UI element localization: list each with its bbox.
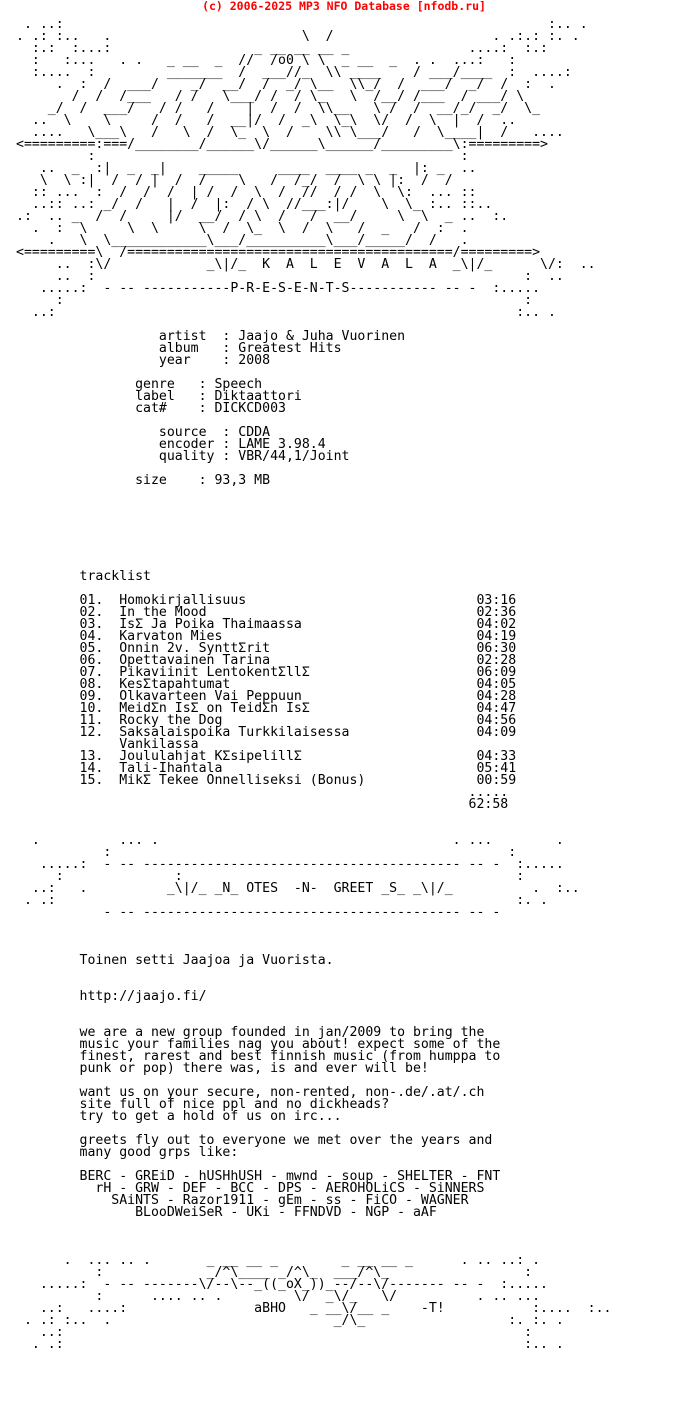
- nfo-line: : :: [103, 845, 517, 860]
- nfo-line: site full of nice ppl and no dickheads?: [79, 1097, 390, 1112]
- nfo-line: 04. Karvaton Mies 04:19: [79, 629, 517, 644]
- nfo-line: .. : : ..: [55, 269, 564, 284]
- nfo-line: many good grps like:: [79, 1145, 239, 1160]
- nfo-line: we are a new group founded in jan/2009 to bring the: [79, 1025, 485, 1040]
- nfo-line: artist : Jaajo & Juha Vuorinen: [158, 329, 406, 344]
- nfo-line: \ \ :| / / | / / \ / /_/ / \ \ |: / /: [39, 173, 453, 188]
- nfo-line: :.... : _______ / ___//_ \\ ____ / ___/____ : ....:: [31, 65, 572, 80]
- nfo-line: 07. Pikaviinit LentokentΣllΣ 06:09: [79, 665, 517, 680]
- nfo-line: . .: :.. . \ / . .:.: :. .: [16, 29, 580, 44]
- nfo-line: quality : VBR/44,1/Joint: [158, 449, 350, 464]
- nfo-line: :.: :...: _ __ __ __ _ ....: :.:: [31, 41, 548, 56]
- nfo-line: source : CDDA: [158, 425, 271, 440]
- nfo-line: : :... . . _ __ _ // /o0 \ \ _ __ _ . . ...: :: [31, 53, 517, 68]
- nfo-line: tracklist: [79, 569, 151, 584]
- nfo-line: 01. Homokirjallisuus 03:16: [79, 593, 517, 608]
- nfo-line: . ... .. . _ __ __ _ _ __ __ _ . .. ..: .: [63, 1253, 541, 1268]
- nfo-line: .. :\/ _\|/_ K A L E V A L A _\|/_ \/: ..: [55, 257, 596, 272]
- nfo-line: .....: - -- ---------------------------------------- -- - :.....: [39, 857, 564, 872]
- nfo-line: : :: [87, 149, 469, 164]
- nfo-line: label : Diktaattori: [135, 389, 302, 404]
- nfo-line: .....: - -- -----------P-R-E-S-E-N-T-S----------- -- - :.....: [39, 281, 541, 296]
- nfo-line: greets fly out to everyone we met over the years and: [79, 1133, 493, 1148]
- nfo-line: 05. Onnin 2v. SynttΣrit 06:30: [79, 641, 517, 656]
- nfo-line: 09. Olkavarteen Vai Peppuun 04:28: [79, 689, 517, 704]
- nfo-text-block: [16, 19, 611, 1351]
- nfo-line: want us on your secure, non-rented, non-.de/.at/.ch: [79, 1085, 485, 1100]
- nfo-line: 03. IsΣ Ja Poika Thaimaassa 04:02: [79, 617, 517, 632]
- nfo-line: . .: :.. .: [31, 1337, 564, 1352]
- nfo-line: :: ... : / / / | / / \ / // / / \ \: ... ::: [31, 185, 477, 200]
- nfo-line: : .... .. . \/ _\/_ \/ . .. ...: [95, 1289, 541, 1304]
- nfo-line: 15. MikΣ Tekee Onnelliseksi (Bonus) 00:59: [79, 773, 517, 788]
- nfo-line: ..: :: [39, 1325, 533, 1340]
- nfo-line: <=========\ /=========================================/=========>: [16, 245, 541, 260]
- nfo-line: SAiNTS - Razor1911 - gEm - ss - FiCO - WAGNER: [111, 1193, 469, 1208]
- nfo-line: album : Greatest Hits: [158, 341, 342, 356]
- nfo-line: 14. Tali-Ihantala 05:41: [79, 761, 517, 776]
- nfo-line: year : 2008: [158, 353, 271, 368]
- nfo-line: . .: :.. . _/\_ :. :. .: [23, 1313, 564, 1328]
- nfo-line: .: .. _ / / |/ __/ / \ / / __/ \ \ _ .. :.: [16, 209, 509, 224]
- nfo-line: .. _ :| _ _| _____ ____ ____ _ _ |: _ ..: [39, 161, 477, 176]
- nfo-line: punk or pop) there was, is and ever will be!: [79, 1061, 429, 1076]
- nfo-line: ..:: ..: _/ / | / |: / \ //___:|/ \ \_ :.. ::..: [31, 197, 493, 212]
- nfo-line: .... \___\ / \ / \_ \ / \\ \___/ / \____| / ....: [31, 125, 564, 140]
- nfo-line: . ..: :.. .: [23, 17, 588, 32]
- nfo-line: cat# : DICKCD003: [135, 401, 286, 416]
- nfo-line: ..: . _\|/_ _N_ OTES -N- GREET _S_ _\|/_ . :..: [31, 881, 580, 896]
- nfo-line: BLooDWeiSeR - UKi - FFNDVD - NGP - aAF: [135, 1205, 437, 1220]
- nfo-line: - -- ---------------------------------------- -- -: [103, 905, 501, 920]
- nfo-line: 02. In the Mood 02:36: [79, 605, 517, 620]
- nfo-line: . : \ \ \ \ / \_ \ / \ / _ / : .: [31, 221, 469, 236]
- nfo-line: 08. KesΣtapahtumat 04:05: [79, 677, 517, 692]
- nfo-line: .....: [468, 785, 509, 800]
- nfo-line: / / /___ / / \___/ / / \_ \ /__/ /___ / ___/ \: [71, 89, 525, 104]
- nfo-line: _/ / ___/ / / / | / / \\__ \ / / __/_/ _/ \_: [47, 101, 541, 116]
- nfo-line: . .: :. .: [23, 893, 548, 908]
- nfo-line: try to get a hold of us on irc...: [79, 1109, 342, 1124]
- site-credit-header: (c) 2006-2025 MP3 NFO Database [nfodb.ru]: [202, 0, 486, 13]
- nfo-line: 06. Opettavainen Tarina 02:28: [79, 653, 517, 668]
- nfo-line: : : :: [55, 869, 525, 884]
- nfo-line: size : 93,3 MB: [135, 473, 271, 488]
- nfo-line: 13. Joululahjat KΣsipelillΣ 04:33: [79, 749, 517, 764]
- nfo-line: music your families nag you about! expect some of the: [79, 1037, 501, 1052]
- nfo-line: Toinen setti Jaajoa ja Vuorista.: [79, 953, 334, 968]
- nfo-line: genre : Speech: [135, 377, 263, 392]
- nfo-line: .. \ \ / / / __|/ / _\ \_\ \/ / \ | / ..: [31, 113, 517, 128]
- nfo-line: : :: [55, 293, 533, 308]
- nfo-line: Vankilassa: [119, 737, 199, 752]
- nfo-line: ..: :.. .: [31, 305, 556, 320]
- nfo-line: : _/^\____ _/^\_ ___/^\_ :: [95, 1265, 533, 1280]
- nfo-line: ..: ....: aBHO _ __\/__ _ -T! :.... :..: [39, 1301, 612, 1316]
- nfo-line: BERC - GREiD - hUSHhUSH - mwnd - soup - SHELTER - FNT: [79, 1169, 501, 1184]
- nfo-line: 10. MeidΣn IsΣ on TeidΣn IsΣ 04:47: [79, 701, 517, 716]
- nfo-line: . \ \____________\___/__________\___/_____/ / .: [47, 233, 469, 248]
- nfo-line: <=========:===/________/______\/______\______/_________\:=========>: [16, 137, 548, 152]
- nfo-line: encoder : LAME 3.98.4: [158, 437, 326, 452]
- nfo-line: . ... . . ... .: [31, 833, 564, 848]
- nfo-line: .....: - -- -------\/--\--_((_oX_))_--/--\/------- -- - :.....: [39, 1277, 548, 1292]
- nfo-line: 12. Saksalaispoika Turkkilaisessa 04:09: [79, 725, 517, 740]
- nfo-line: rH - GRW - DEF - BCC - DPS - AEROHOLiCS - SiNNERS: [95, 1181, 485, 1196]
- nfo-line: 11. Rocky the Dog 04:56: [79, 713, 517, 728]
- nfo-line: finest, rarest and best finnish music (from humppa to: [79, 1049, 501, 1064]
- nfo-line: http://jaajo.fi/: [79, 989, 207, 1004]
- nfo-line: 62:58: [468, 797, 509, 812]
- nfo-line: . : / ___/ _/ __/ / _/ \__ \\_/ / ___/ _/ / : .: [55, 77, 556, 92]
